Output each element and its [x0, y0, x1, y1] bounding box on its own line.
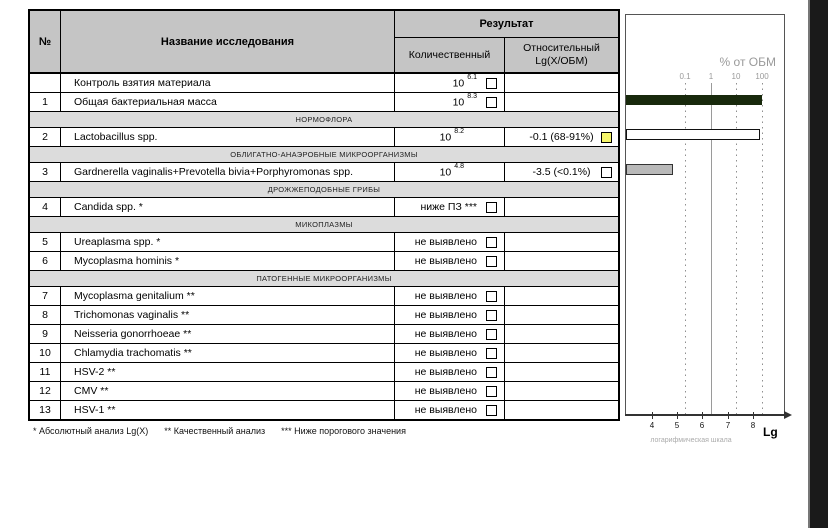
row-number: 1 [30, 93, 61, 111]
section-row [30, 147, 618, 163]
quantitative-cell [395, 325, 505, 343]
section-row [30, 182, 618, 198]
relative-value: -3.5 (<0.1%) [532, 166, 591, 178]
table-row [30, 252, 618, 271]
checkbox[interactable] [486, 367, 497, 378]
percent-axis-label: % от ОБМ [719, 55, 776, 69]
checkbox[interactable] [601, 167, 612, 178]
relative-cell [505, 306, 618, 324]
row-number: 13 [30, 401, 61, 419]
footnote-qualitative: ** Качественный анализ [164, 426, 266, 436]
section-label: НОРМОФЛОРА [295, 115, 353, 124]
row-number: 12 [30, 382, 61, 400]
checkbox[interactable] [486, 256, 497, 267]
gridline-100-percent [762, 83, 763, 415]
header-relative-line2: Lg(Х/ОБМ) [535, 55, 588, 67]
row-number: 9 [30, 325, 61, 343]
quantitative-cell [395, 233, 505, 251]
test-name: Chlamydia trachomatis ** [61, 344, 395, 362]
relative-value: -0.1 (68-91%) [529, 131, 594, 143]
test-name: Neisseria gonorrhoeae ** [61, 325, 395, 343]
section-label: ПАТОГЕННЫЕ МИКРООРГАНИЗМЫ [256, 274, 392, 283]
table-row [30, 163, 618, 182]
lg-axis-line [625, 414, 786, 416]
lg-ticklabel-4: 4 [649, 421, 655, 430]
checkbox[interactable] [486, 97, 497, 108]
table-row [30, 325, 618, 344]
section-label: ОБЛИГАТНО-АНАЭРОБНЫЕ МИКРООРГАНИЗМЫ [230, 150, 418, 159]
quantitative-text: не выявлено [414, 255, 477, 267]
table-row [30, 401, 618, 419]
row-number: 8 [30, 306, 61, 324]
table-row [30, 382, 618, 401]
quantitative-cell [395, 363, 505, 381]
checkbox[interactable] [486, 405, 497, 416]
relative-cell [505, 252, 618, 270]
quantitative-cell [395, 93, 505, 111]
top-tick-1: 1 [708, 72, 714, 81]
lg-tick-4 [652, 412, 653, 419]
quantitative-text: не выявлено [414, 366, 477, 378]
quantitative-cell [395, 401, 505, 419]
checkbox[interactable] [486, 329, 497, 340]
table-body [30, 74, 618, 419]
row-number: 10 [30, 344, 61, 362]
footnote-absolute: * Абсолютный анализ Lg(X) [33, 426, 149, 436]
relative-cell [505, 233, 618, 251]
lg-tick-5 [677, 412, 678, 419]
footnote [33, 426, 422, 436]
table-row [30, 93, 618, 112]
section-row [30, 271, 618, 287]
row-number: 2 [30, 128, 61, 146]
relative-cell [505, 163, 618, 181]
checkbox[interactable] [486, 237, 497, 248]
header-quantitative: Количественный [395, 38, 505, 72]
table-row [30, 74, 618, 93]
checkbox[interactable] [486, 310, 497, 321]
checkbox[interactable] [486, 291, 497, 302]
relative-cell [505, 198, 618, 216]
checkbox[interactable] [486, 348, 497, 359]
quantitative-cell [395, 287, 505, 305]
table-row [30, 287, 618, 306]
quantitative-text: не выявлено [414, 290, 477, 302]
lg-tick-7 [728, 412, 729, 419]
relative-cell [505, 363, 618, 381]
table-row [30, 128, 618, 147]
lg-axis-title: Lg [763, 425, 778, 439]
relative-cell [505, 401, 618, 419]
test-name: Mycoplasma hominis * [61, 252, 395, 270]
quantitative-cell [395, 382, 505, 400]
test-name: HSV-2 ** [61, 363, 395, 381]
relative-cell [505, 74, 618, 92]
table-row [30, 344, 618, 363]
quantitative-text: не выявлено [414, 328, 477, 340]
test-name: Контроль взятия материала [61, 74, 395, 92]
section-row [30, 112, 618, 128]
quantitative-cell [395, 128, 505, 146]
quantitative-value: 10 $^{8.3}$ [452, 93, 477, 109]
log-scale-caption: логарифмическая шкала [650, 437, 732, 444]
bar-gardnerella [626, 164, 673, 175]
quantitative-value: 10 $^{6.1}$ [452, 74, 477, 90]
table-row [30, 233, 618, 252]
quantitative-text: ниже ПЗ *** [420, 201, 477, 213]
results-table [28, 9, 620, 421]
test-name: Ureaplasma spp. * [61, 233, 395, 251]
lg-ticklabel-7: 7 [725, 421, 731, 430]
header-relative [505, 38, 618, 72]
header-result: Результат [395, 11, 618, 38]
relative-cell [505, 325, 618, 343]
relative-cell [505, 93, 618, 111]
quantitative-cell [395, 252, 505, 270]
checkbox[interactable] [486, 386, 497, 397]
row-number: 11 [30, 363, 61, 381]
checkbox[interactable] [486, 78, 497, 89]
lg-ticklabel-6: 6 [699, 421, 705, 430]
row-number: 6 [30, 252, 61, 270]
top-tick-100: 100 [755, 72, 769, 81]
test-name: Gardnerella vaginalis+Prevotella bivia+Porphyromonas spp. [61, 163, 395, 181]
test-name: Общая бактериальная масса [61, 93, 395, 111]
table-row [30, 198, 618, 217]
quantitative-cell [395, 163, 505, 181]
quantitative-exponent: 6.1 [467, 74, 477, 81]
quantitative-value: 10 $^{8.2}$ [439, 128, 464, 144]
quantitative-cell [395, 198, 505, 216]
checkbox[interactable] [486, 202, 497, 213]
test-name: Candida spp. * [61, 198, 395, 216]
section-row [30, 217, 618, 233]
quantitative-text: не выявлено [414, 236, 477, 248]
quantitative-cell [395, 344, 505, 362]
relative-cell [505, 344, 618, 362]
relative-cell [505, 128, 618, 146]
right-black-band [808, 0, 828, 528]
lg-ticklabel-8: 8 [750, 421, 756, 430]
top-tick-0.1: 0.1 [679, 72, 691, 81]
lg-tick-8 [753, 412, 754, 419]
test-name: HSV-1 ** [61, 401, 395, 419]
header-relative-line1: Относительный [523, 42, 600, 55]
section-label: ДРОЖЖЕПОДОБНЫЕ ГРИБЫ [267, 185, 381, 194]
relative-cell [505, 382, 618, 400]
quantitative-text: не выявлено [414, 347, 477, 359]
header-name: Название исследования [61, 11, 395, 72]
test-name: Lactobacillus spp. [61, 128, 395, 146]
quantitative-text: не выявлено [414, 404, 477, 416]
row-number: 7 [30, 287, 61, 305]
test-name: Mycoplasma genitalium ** [61, 287, 395, 305]
row-number [30, 74, 61, 92]
quantitative-cell [395, 306, 505, 324]
quantitative-value: 10 $^{4.8}$ [439, 163, 464, 179]
lg-tick-6 [702, 412, 703, 419]
bar-total-bacterial-mass [626, 95, 762, 105]
quantitative-exponent: 4.8 [454, 163, 464, 170]
checkbox[interactable] [601, 132, 612, 143]
quantitative-exponent: 8.2 [454, 128, 464, 135]
table-row [30, 306, 618, 325]
quantitative-text: не выявлено [414, 309, 477, 321]
header-result-group [395, 11, 618, 72]
section-label: МИКОПЛАЗМЫ [295, 220, 353, 229]
table-header [30, 11, 618, 74]
bar-lactobacillus [626, 129, 760, 140]
test-name: CMV ** [61, 382, 395, 400]
row-number: 3 [30, 163, 61, 181]
row-number: 4 [30, 198, 61, 216]
footnote-threshold: *** Ниже порогового значения [281, 426, 406, 436]
row-number: 5 [30, 233, 61, 251]
header-num: № [30, 11, 61, 72]
quantitative-cell [395, 74, 505, 92]
lg-ticklabel-5: 5 [674, 421, 680, 430]
test-name: Trichomonas vaginalis ** [61, 306, 395, 324]
chart-panel [625, 14, 785, 415]
lg-axis-arrow-icon [784, 411, 792, 419]
top-tick-10: 10 [731, 72, 741, 81]
quantitative-exponent: 8.3 [467, 93, 477, 100]
table-row [30, 363, 618, 382]
quantitative-text: не выявлено [414, 385, 477, 397]
relative-cell [505, 287, 618, 305]
